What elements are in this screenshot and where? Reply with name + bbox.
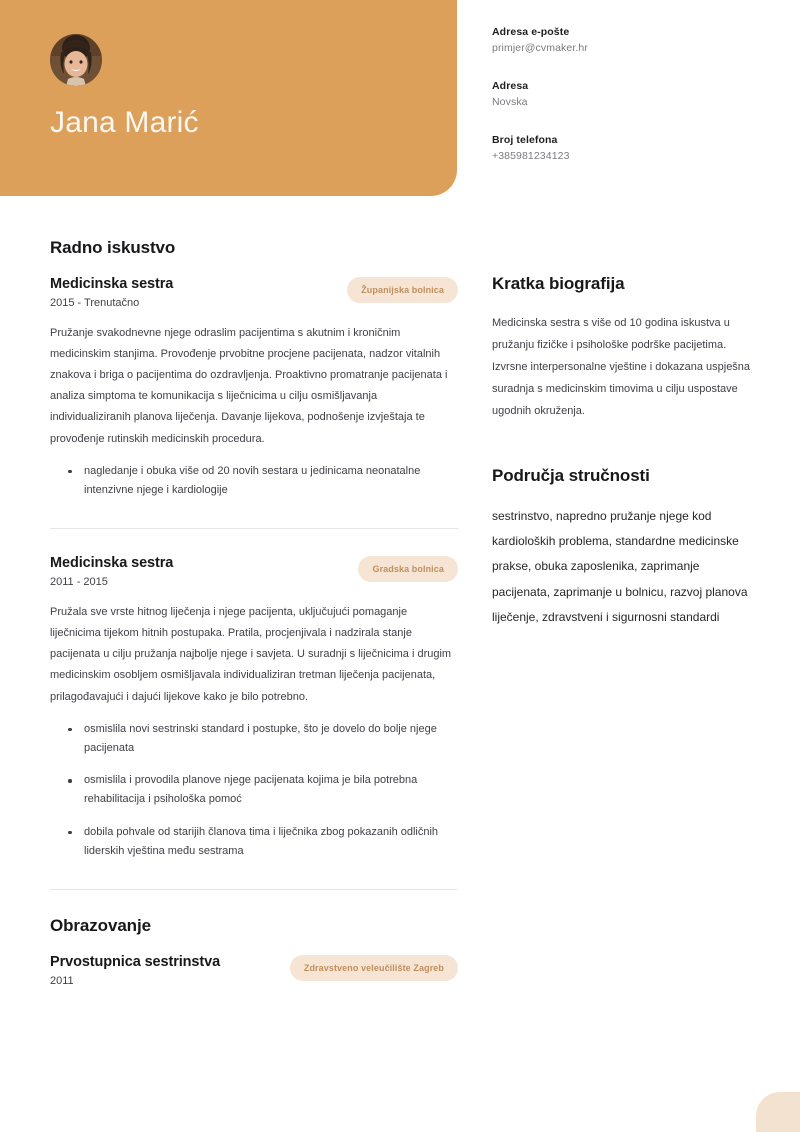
job-description: Pružanje svakodnevne njege odraslim pacijentima s akutnim i kroničnim medicinskim stanjima. Provođenje prvobitne procjene pacijenata, nadzor vitalnih znakova i briga o pacijentima do ozdravljenja. Proaktivno promatranje pacijenata i analiza simptoma te komunikacija s liječnicima u cilju osmišljavanja individualiziranih planova liječenja. Davanje lijekova, podnošenje izvještaja te provođenje rutinskih medicinskih procedura.	[50, 327, 448, 445]
status-badge: Gradska bolnica	[358, 556, 458, 582]
list-item: osmislila novi sestrinski standard i postupke, što je dovelo do bolje njege pacijenata	[68, 720, 458, 759]
contact-label: Adresa	[492, 80, 529, 92]
status-badge: Županijska bolnica	[347, 277, 458, 303]
entry-header	[50, 276, 458, 309]
entry-header	[50, 954, 458, 987]
divider	[50, 528, 458, 529]
header-banner	[0, 0, 457, 196]
contact-label: Adresa e-pošte	[492, 26, 570, 38]
job-date: 2011 - 2015	[50, 576, 108, 589]
degree-title: Prvostupnica sestrinstva	[50, 954, 221, 971]
sidebar-column	[492, 26, 754, 630]
job-bullets	[50, 462, 458, 501]
education-entry	[50, 954, 458, 987]
section-title-experience: Radno iskustvo	[50, 238, 176, 257]
job-title: Medicinska sestra	[50, 276, 174, 292]
list-item: nagledanje i obuka više od 20 novih sestara u jedinicama neonatalne intenzivne njege i kardiologije	[68, 462, 458, 501]
section-title-education: Obrazovanje	[50, 916, 151, 936]
experience-entry	[50, 276, 458, 500]
main-column	[50, 238, 458, 987]
divider	[50, 889, 458, 890]
page-title: Jana Marić	[50, 106, 199, 139]
skills-text: sestrinstvo, napredno pružanje njege kod kardioloških problema, standardne medicinske prakse, obuka zaposlenika, zaprimanje pacijenata, zaprimanje u bolnicu, razvoj planova liječenje, zdravstveni i sigurnosni standardi	[492, 509, 748, 624]
section-title-bio: Kratka biografija	[492, 274, 625, 293]
contact-phone	[492, 134, 754, 162]
corner-decoration	[756, 1092, 800, 1132]
section-bio	[492, 274, 754, 422]
job-bullets	[50, 720, 458, 862]
contact-address	[492, 80, 754, 108]
contact-label: Broj telefona	[492, 134, 558, 146]
job-date: 2015 - Trenutačno	[50, 297, 140, 309]
contact-value[interactable]: +385981234123	[492, 150, 570, 162]
avatar	[50, 34, 102, 86]
job-description: Pružala sve vrste hitnog liječenja i njege pacijenta, uključujući pomaganje liječnicima tijekom hitnih postupaka. Pratila, procjenjivala i nadzirala stanje pacijenata u cilju pružanja najbolje njege i savjeta. U suradnji s liječnicima i drugim medicinskim osobljem osmišljavala individualiziran tretman liječenja pacijenata, prilagođavajući i dajući lijekove kako je bilo potrebno.	[50, 606, 452, 703]
contact-value[interactable]: primjer@cvmaker.hr	[492, 42, 588, 54]
list-item: dobila pohvale od starijih članova tima i liječnika zbog pokazanih odličnih liderskih vještina među sestrama	[68, 823, 458, 862]
section-skills	[492, 466, 754, 630]
contact-value: Novska	[492, 96, 528, 108]
contact-email	[492, 26, 754, 54]
degree-date: 2011	[50, 975, 74, 988]
list-item: osmislila i provodila planove njege pacijenata kojima je bila potrebna rehabilitacija i psihološka pomoć	[68, 771, 458, 810]
section-title-skills: Područja stručnosti	[492, 466, 650, 485]
bio-text: Medicinska sestra s više od 10 godina iskustva u pružanju fizičke i psihološke podrške pacijetima. Izvrsne interpersonalne vještine i dokazana uspješna suradnja s medicinskim timovima u cilju uspostave ugodnih okruženja.	[492, 317, 751, 417]
entry-header	[50, 555, 458, 588]
experience-entry	[50, 555, 458, 861]
status-badge: Zdravstveno veleučilište Zagreb	[290, 955, 458, 981]
job-title: Medicinska sestra	[50, 555, 174, 572]
